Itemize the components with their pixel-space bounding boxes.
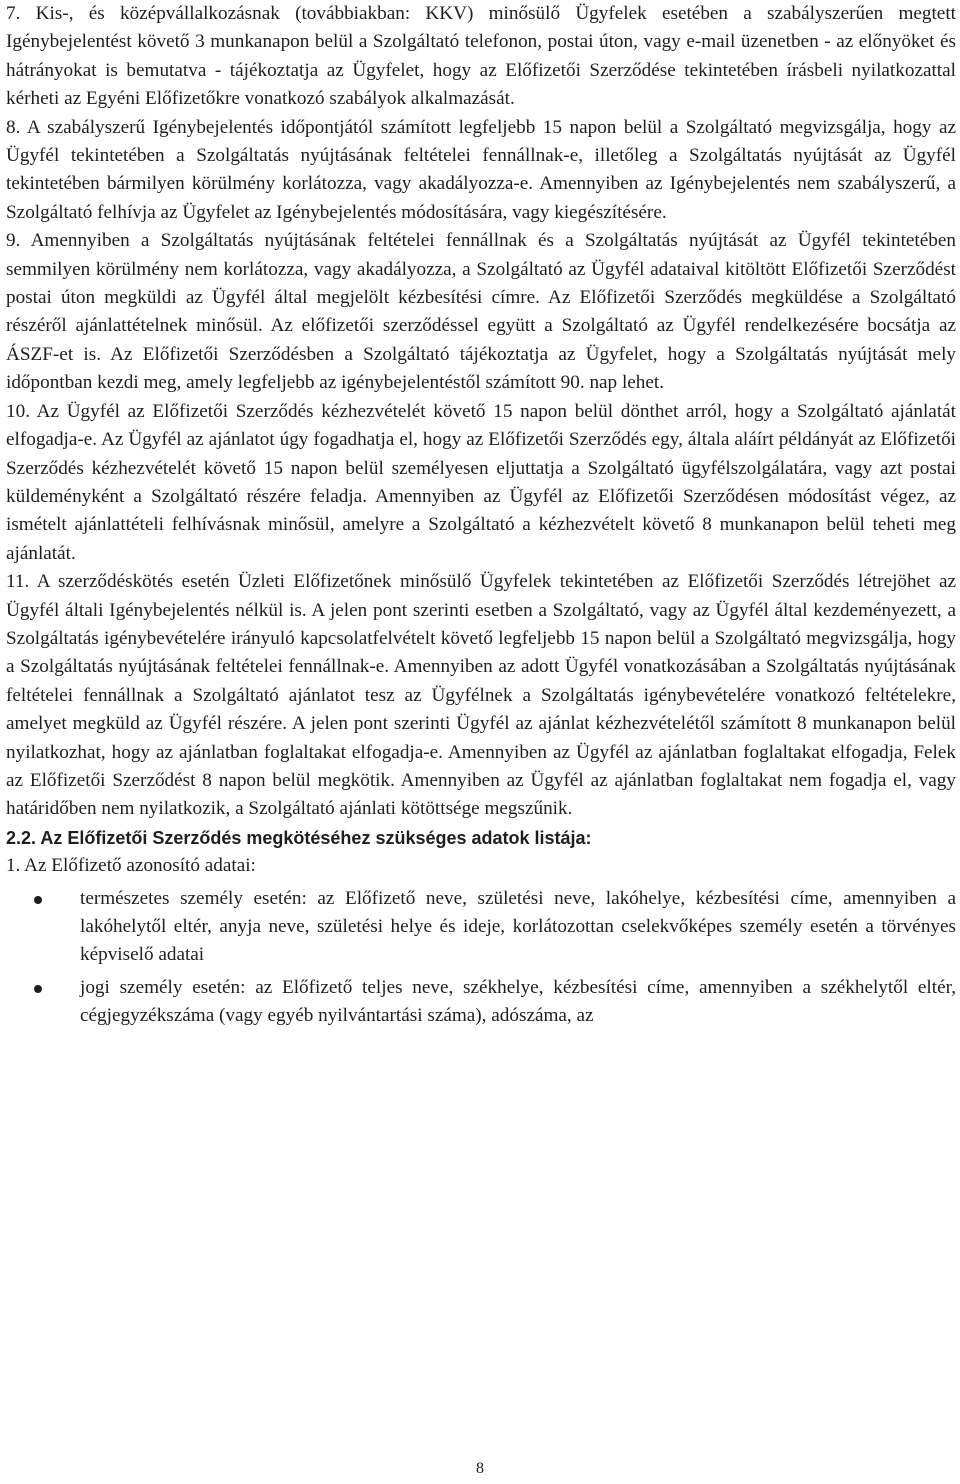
subheading: 1. Az Előfizető azonosító adatai: xyxy=(6,855,256,877)
document-page xyxy=(6,0,956,1035)
paragraph-10: 10. Az Ügyfél az Előfizetői Szerződés kézhezvételét követő 15 napon belül dönthet arról, hogy a Szolgáltató ajánlatát elfogadja-e. Az Ügyfél az ajánlatot úgy fogadhatja el, hogy az Előfizetői Szerződés egy, általa aláírt példányát az Előfizetői Szerződés kézhezvételét követő 15 napon belül személyesen eljuttatja a Szolgáltató ügyfélszolgálatára, vagy azt postai küldeményként a Szolgáltató részére feladja. Amennyiben az Ügyfél az Előfizetői Szerződésen módosítást végez, az ismételt ajánlattételi felhívásnak minősül, amelyre a Szolgáltató a kézhezvételt követő 8 munkanapon belül teheti meg ajánlatát. xyxy=(6,400,956,564)
bullet-item xyxy=(6,974,956,1031)
paragraph-9: 9. Amennyiben a Szolgáltatás nyújtásának feltételei fennállnak és a Szolgáltatás nyújtását az Ügyfél tekintetében semmilyen körülmény nem korlátozza, vagy akadályozza, a Szolgáltató az Ügyfél adataival kitöltött Előfizetői Szerződést postai úton megküldi az Ügyfél által megjelölt kézbesítési címre. Az Előfizetői Szerződés megküldése a Szolgáltató részéről ajánlattételnek minősül. Az előfizetői szerződéssel együtt a Szolgáltató az Ügyfél rendelkezésére bocsátja az ÁSZF-et is. Az Előfizetői Szerződésben a Szolgáltató tájékoztatja az Ügyfelet, hogy a Szolgáltatás nyújtását mely időpontban kezdi meg, amely legfeljebb az igénybejelentéstől számított 90. nap lehet. xyxy=(6,230,956,394)
bullet-text: jogi személy esetén: az Előfizető teljes neve, székhelye, kézbesítési címe, amennyiben a székhelytől eltér, cégjegyzékszáma (vagy egyéb nyilvántartási száma), adószáma, az xyxy=(80,976,956,1027)
bullet-item xyxy=(6,885,956,970)
paragraph-7: 7. Kis-, és középvállalkozásnak (továbbiakban: KKV) minősülő Ügyfelek esetében a szabályszerűen megtett Igénybejelentést követő 3 munkanapon belül a Szolgáltató telefonon, postai úton, vagy e-mail üzenetben - az előnyöket és hátrányokat is bemutatva - tájékoztatja az Ügyfelet, hogy az Előfizetői Szerződése tekintetében írásbeli nyilatkozattal kérheti az Egyéni Előfizetőkre vonatkozó szabályok alkalmazását. xyxy=(6,3,956,110)
paragraph-11: 11. A szerződéskötés esetén Üzleti Előfizetőnek minősülő Ügyfelek tekintetében az Előfizetői Szerződés létrejöhet az Ügyfél általi Igénybejelentés nélkül is. A jelen pont szerinti esetben a Szolgáltató, vagy az Ügyfél által kezdeményezett, a Szolgáltatás igénybevételére irányuló kapcsolatfelvételt követő legfeljebb 15 napon belül a Szolgáltató megvizsgálja, hogy a Szolgáltatás nyújtásának feltételei fennállnak-e. Amennyiben az adott Ügyfél vonatkozásában a Szolgáltatás nyújtásának feltételei fennállnak a Szolgáltató ajánlatot tesz az Ügyfélnek a Szolgáltatás igénybevételére vonatkozó feltételekre, amelyet megküld az Ügyfél részére. A jelen pont szerinti Ügyfél az ajánlat kézhezvételétől számított 8 munkanapon belül nyilatkozhat, hogy az ajánlatban foglaltakat elfogadja-e. Amennyiben az Ügyfél az ajánlatban foglaltakat elfogadja, Felek az Előfizetői Szerződést 8 napon belül megkötik. Amennyiben az Ügyfél az ajánlatban foglaltakat nem fogadja el, vagy határidőben nem nyilatkozik, a Szolgáltató ajánlati kötöttsége megszűnik. xyxy=(6,571,956,820)
bullet-dot-icon xyxy=(34,985,42,993)
paragraph-8: 8. A szabályszerű Igénybejelentés időpontjától számított legfeljebb 15 napon belül a Szolgáltató megvizsgálja, hogy az Ügyfél tekintetében a Szolgáltatás nyújtásának feltételei fennállnak-e, illetőleg a Szolgáltatás nyújtását az Ügyfél tekintetében bármilyen körülmény korlátozza, vagy akadályozza-e. Amennyiben az Igénybejelentés nem szabályszerű, a Szolgáltató felhívja az Ügyfelet az Igénybejelentés módosítására, vagy kiegészítésére. xyxy=(6,116,956,223)
section-heading: 2.2. Az Előfizetői Szerződés megkötéséhez szükséges adatok listája: xyxy=(6,827,592,848)
bullet-text: természetes személy esetén: az Előfizető neve, születési neve, lakóhelye, kézbesítési címe, amennyiben a lakóhelytől eltér, anyja neve, születési helye és ideje, korlátozottan cselekvőképes személy esetén a törvényes képviselő adatai xyxy=(80,887,956,966)
bullet-dot-icon xyxy=(34,896,42,904)
page-number: 8 xyxy=(476,1460,484,1477)
bullet-list xyxy=(6,885,956,1031)
